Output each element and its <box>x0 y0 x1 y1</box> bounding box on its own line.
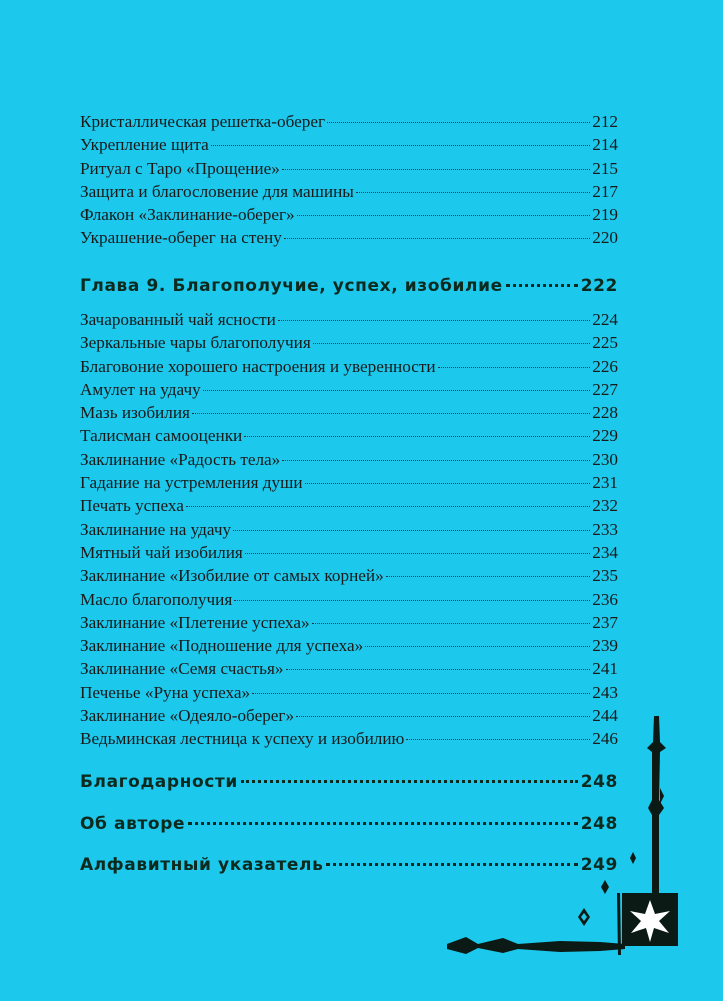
entry-title: Гадание на устремления души <box>80 473 303 493</box>
entry-page: 220 <box>592 228 618 248</box>
entry-page: 215 <box>592 158 618 178</box>
entry-page: 214 <box>592 135 618 155</box>
entry-page: 239 <box>592 636 618 656</box>
entry-page: 236 <box>592 589 618 609</box>
entry-page: 243 <box>592 682 618 702</box>
entry-page: 246 <box>592 729 618 749</box>
small-diamond-icon <box>630 852 636 864</box>
chapter-title: Благодарности <box>80 772 238 792</box>
chapter-title: Алфавитный указатель <box>80 855 324 875</box>
chapter-title: Об авторе <box>80 814 186 834</box>
entry-page: 219 <box>592 205 618 225</box>
entry-page: 233 <box>592 519 618 539</box>
entry-page: 230 <box>592 449 618 469</box>
entry-title: Украшение-оберег на стену <box>80 228 282 248</box>
entry-title: Ритуал с Таро «Прощение» <box>80 158 280 178</box>
chapter-page: 248 <box>580 772 618 792</box>
entry-page: 225 <box>592 333 618 353</box>
entry-title: Заклинание «Одеяло-оберег» <box>80 706 295 726</box>
entry-title: Масло благополучия <box>80 589 233 609</box>
entry-title: Кристаллическая решетка-оберег <box>80 112 326 131</box>
entry-page: 235 <box>592 566 618 586</box>
entry-title: Заклинание «Семя счастья» <box>80 659 284 679</box>
vertical-flourish-icon <box>647 716 666 895</box>
entry-page: 234 <box>592 542 618 562</box>
entry-title: Благовоние хорошего настроения и уверенности <box>80 356 436 376</box>
entry-page: 217 <box>592 181 618 201</box>
chapter-page: 248 <box>580 814 618 834</box>
entry-page: 231 <box>592 473 618 493</box>
entry-page: 237 <box>592 612 618 632</box>
entry-title: Заклинание «Изобилие от самых корней» <box>80 566 384 586</box>
chapter-page: 249 <box>580 855 618 875</box>
entry-title: Заклинание «Подношение для успеха» <box>80 636 364 656</box>
entry-title: Зачарованный чай ясности <box>80 310 276 329</box>
entry-title: Талисман самооценки <box>80 426 243 446</box>
entry-title: Укрепление щита <box>80 135 209 155</box>
entry-title: Печенье «Руна успеха» <box>80 682 251 702</box>
entry-page: 226 <box>592 356 618 376</box>
entry-title: Зеркальные чары благополучия <box>80 333 311 353</box>
small-diamond-icon <box>601 880 609 894</box>
entry-page: 229 <box>592 426 618 446</box>
entry-page: 212 <box>592 112 618 131</box>
entry-title: Заклинание «Плетение успеха» <box>80 612 310 632</box>
entry-title: Заклинание «Радость тела» <box>80 449 281 469</box>
entry-title: Флакон «Заклинание-оберег» <box>80 205 295 225</box>
entry-title: Ведьминская лестница к успеху и изобилию <box>80 729 405 749</box>
entry-title: Заклинание на удачу <box>80 519 232 539</box>
entry-page: 227 <box>592 379 618 399</box>
entry-page: 241 <box>592 659 618 679</box>
entry-page: 232 <box>592 496 618 516</box>
entry-title: Мазь изобилия <box>80 403 190 423</box>
entry-title: Печать успеха <box>80 496 184 516</box>
entry-title: Амулет на удачу <box>80 379 201 399</box>
entry-title: Мятный чай изобилия <box>80 542 243 562</box>
entry-page: 244 <box>592 706 618 726</box>
horizontal-flourish-icon <box>447 893 625 955</box>
chapter-page: 222 <box>580 276 618 296</box>
entry-page: 224 <box>592 310 618 329</box>
entry-title: Защита и благословение для машины <box>80 181 354 201</box>
chapter-title: Глава 9. Благополучие, успех, изобилие <box>80 276 503 296</box>
entry-page: 228 <box>592 403 618 423</box>
